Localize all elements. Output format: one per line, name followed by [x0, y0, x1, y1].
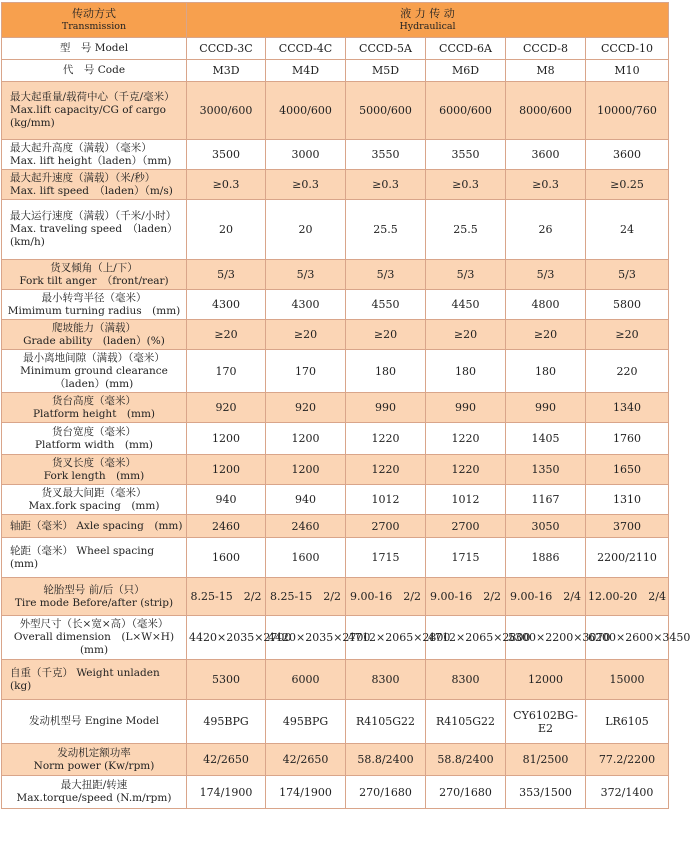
- spec-label-en: Model: [94, 42, 129, 54]
- spec-value: CY6102BG-E2: [506, 700, 586, 744]
- spec-label: [2, 290, 187, 320]
- spec-value: 1012: [346, 485, 426, 515]
- spec-label: [2, 485, 187, 515]
- spec-value: 1340: [586, 393, 669, 423]
- spec-label: [2, 350, 187, 393]
- spec-label-cn: 发动机型号: [28, 715, 82, 727]
- spec-value: 1200: [266, 455, 346, 485]
- spec-row: [2, 350, 669, 393]
- spec-value: 42/2650: [266, 744, 346, 776]
- spec-row: [2, 485, 669, 515]
- spec-value: 1715: [426, 538, 506, 578]
- spec-label-en: Fork length (mm): [43, 469, 145, 482]
- spec-value: 180: [346, 350, 426, 393]
- spec-value: 12.00-20 2/4: [586, 578, 669, 616]
- spec-value: 5/3: [586, 260, 669, 290]
- spec-value: 990: [346, 393, 426, 423]
- spec-row: [2, 38, 669, 60]
- spec-label: [2, 393, 187, 423]
- spec-value: 3500: [187, 140, 266, 170]
- spec-label-en: Fork tilt anger （front/rear): [19, 274, 169, 287]
- spec-row: [2, 660, 669, 700]
- spec-value: 9.00-16 2/2: [346, 578, 426, 616]
- spec-value: 8.25-15 2/2: [266, 578, 346, 616]
- spec-value: 1600: [266, 538, 346, 578]
- spec-value: 4712×2065×2800: [426, 616, 506, 660]
- spec-label: [2, 260, 187, 290]
- spec-row: [2, 393, 669, 423]
- spec-value: 8300: [426, 660, 506, 700]
- spec-value: ≥20: [426, 320, 506, 350]
- spec-value: 2460: [187, 515, 266, 538]
- spec-value: CCCD-6A: [426, 38, 506, 60]
- spec-label-cn: 自重（千克）: [10, 666, 73, 679]
- hydraulic-en: Hydraulical: [399, 21, 456, 32]
- spec-value: 940: [187, 485, 266, 515]
- spec-value: ≥0.25: [586, 170, 669, 200]
- spec-value: 77.2/2200: [586, 744, 669, 776]
- spec-value: ≥20: [586, 320, 669, 350]
- spec-label-cn: 最大运行速度（满载）（千米/小时）: [10, 210, 177, 222]
- spec-value: 5/3: [506, 260, 586, 290]
- spec-label-cn: 最大起升高度（满载）（毫米）: [10, 141, 152, 154]
- spec-label-cn: 轮距（毫米）: [10, 544, 73, 557]
- spec-row: [2, 423, 669, 455]
- spec-value: CCCD-4C: [266, 38, 346, 60]
- spec-value: 1220: [346, 455, 426, 485]
- spec-value: ≥20: [506, 320, 586, 350]
- spec-value: 8300: [346, 660, 426, 700]
- spec-value: 5/3: [187, 260, 266, 290]
- spec-label-en: Max. lift speed （laden）（m/s): [10, 184, 173, 197]
- spec-label: [2, 538, 187, 578]
- spec-row: [2, 60, 669, 82]
- spec-value: 8000/600: [506, 82, 586, 140]
- spec-value: 180: [506, 350, 586, 393]
- spec-label: [2, 200, 187, 260]
- spec-table: [1, 2, 690, 809]
- spec-value: 9.00-16 2/4: [506, 578, 586, 616]
- spec-value: 58.8/2400: [346, 744, 426, 776]
- spec-label: [2, 170, 187, 200]
- spec-row: [2, 140, 669, 170]
- spec-label-en: Overall dimension (L×W×H)(mm): [13, 631, 175, 656]
- spec-value: 3050: [506, 515, 586, 538]
- spec-value: ≥20: [187, 320, 266, 350]
- spec-value: 3600: [586, 140, 669, 170]
- spec-row: [2, 455, 669, 485]
- spec-value: 5/3: [266, 260, 346, 290]
- spec-value: 2700: [346, 515, 426, 538]
- spec-label: [2, 616, 187, 660]
- spec-label-en: Max.lift capacity/CG of cargo (kg/mm): [10, 104, 166, 129]
- spec-value: 1886: [506, 538, 586, 578]
- spec-value: 20: [187, 200, 266, 260]
- spec-value: 1012: [426, 485, 506, 515]
- spec-value: 1600: [187, 538, 266, 578]
- spec-value: 1220: [346, 423, 426, 455]
- spec-value: 4420×2035×2700: [187, 616, 266, 660]
- spec-value: 1200: [187, 455, 266, 485]
- spec-value: 2200/2110: [586, 538, 669, 578]
- spec-value: 6000/600: [426, 82, 506, 140]
- spec-value: 920: [187, 393, 266, 423]
- spec-label-en: Norm power (Kw/rpm): [33, 759, 155, 772]
- spec-value: 4800: [506, 290, 586, 320]
- spec-row: [2, 578, 669, 616]
- spec-value: 920: [266, 393, 346, 423]
- spec-label-cn: 发动机定额功率: [57, 746, 131, 759]
- spec-value: 495BPG: [187, 700, 266, 744]
- spec-value: 170: [266, 350, 346, 393]
- spec-value: CCCD-8: [506, 38, 586, 60]
- spec-value: CCCD-10: [586, 38, 669, 60]
- spec-value: ≥20: [346, 320, 426, 350]
- spec-label: [2, 320, 187, 350]
- spec-value: 3600: [506, 140, 586, 170]
- spec-label: [2, 423, 187, 455]
- spec-value: 174/1900: [187, 776, 266, 809]
- spec-value: 372/1400: [586, 776, 669, 809]
- spec-value: 1220: [426, 455, 506, 485]
- spec-value: ≥0.3: [346, 170, 426, 200]
- spec-label: [2, 700, 187, 744]
- spec-label: [2, 776, 187, 809]
- spec-value: 495BPG: [266, 700, 346, 744]
- spec-label-cn: 型 号: [59, 42, 92, 54]
- spec-label: [2, 82, 187, 140]
- spec-row: [2, 616, 669, 660]
- spec-value: ≥0.3: [187, 170, 266, 200]
- spec-value: 2700: [426, 515, 506, 538]
- spec-value: 26: [506, 200, 586, 260]
- spec-value: 5/3: [426, 260, 506, 290]
- spec-row: [2, 82, 669, 140]
- spec-value: M4D: [266, 60, 346, 82]
- spec-value: 2460: [266, 515, 346, 538]
- spec-label: [2, 744, 187, 776]
- spec-value: 10000/760: [586, 82, 669, 140]
- spec-value: 5/3: [346, 260, 426, 290]
- spec-label: [2, 578, 187, 616]
- spec-value: R4105G22: [346, 700, 426, 744]
- spec-value: 4550: [346, 290, 426, 320]
- spec-label-cn: 轮胎型号 前/后（只）: [43, 583, 145, 596]
- hydraulic-cn: 液 力 传 动: [400, 7, 455, 20]
- spec-value: 1310: [586, 485, 669, 515]
- spec-value: 3550: [346, 140, 426, 170]
- spec-label-cn: 货叉长度（毫米）: [52, 456, 136, 469]
- spec-label-en: Max.torque/speed (N.m/rpm): [16, 792, 172, 804]
- spec-label-cn: 货叉倾角（上/下）: [50, 261, 138, 274]
- spec-label-cn: 最小离地间隙（满载）（毫米）: [23, 351, 165, 364]
- spec-value: 6000: [266, 660, 346, 700]
- spec-value: 9.00-16 2/2: [426, 578, 506, 616]
- spec-row: [2, 538, 669, 578]
- spec-value: 25.5: [426, 200, 506, 260]
- spec-value: CCCD-5A: [346, 38, 426, 60]
- spec-value: 3000: [266, 140, 346, 170]
- spec-label-cn: 代 号: [62, 64, 95, 76]
- spec-value: 25.5: [346, 200, 426, 260]
- spec-label: [2, 455, 187, 485]
- spec-value: 4300: [187, 290, 266, 320]
- spec-value: ≥0.3: [266, 170, 346, 200]
- spec-label-en: Tire mode Before/after (strip): [14, 596, 174, 609]
- spec-value: 5000/600: [346, 82, 426, 140]
- spec-value: 3700: [586, 515, 669, 538]
- spec-value: 1200: [187, 423, 266, 455]
- spec-label-en: Mimimum turning radius (mm): [7, 304, 181, 317]
- spec-label-en: Code: [97, 64, 126, 76]
- spec-value: 4420×2035×2700: [266, 616, 346, 660]
- spec-row: [2, 320, 669, 350]
- spec-label-en: Weight unladen (kg): [10, 666, 160, 692]
- spec-value: 1405: [506, 423, 586, 455]
- spec-label-cn: 货台高度（毫米）: [52, 394, 136, 407]
- spec-value: 174/1900: [266, 776, 346, 809]
- spec-value: M8: [506, 60, 586, 82]
- spec-value: 12000: [506, 660, 586, 700]
- spec-value: 4450: [426, 290, 506, 320]
- transmission-en: Transmission: [61, 21, 127, 32]
- spec-value: 24: [586, 200, 669, 260]
- spec-value: ≥20: [266, 320, 346, 350]
- spec-label-en: Max.fork spacing (mm): [28, 499, 160, 512]
- spec-value: 81/2500: [506, 744, 586, 776]
- spec-value: 3550: [426, 140, 506, 170]
- spec-value: 6200×2600×3450: [586, 616, 669, 660]
- spec-value: LR6105: [586, 700, 669, 744]
- spec-label-en: Grade ability (laden）(%): [23, 334, 165, 347]
- transmission-header: [2, 3, 187, 38]
- spec-value: 1760: [586, 423, 669, 455]
- spec-value: 5300×2200×3070: [506, 616, 586, 660]
- spec-row: [2, 515, 669, 538]
- spec-label-cn: 货叉最大间距（毫米）: [41, 486, 147, 499]
- spec-value: M3D: [187, 60, 266, 82]
- spec-label-cn: 货台宽度（毫米）: [52, 425, 136, 438]
- spec-row: [2, 290, 669, 320]
- transmission-cn: 传动方式: [72, 7, 116, 20]
- spec-value: 42/2650: [187, 744, 266, 776]
- spec-value: 990: [426, 393, 506, 423]
- spec-value: 220: [586, 350, 669, 393]
- spec-label-en: Minimum ground clearance（laden）(mm): [20, 364, 168, 390]
- spec-label-cn: 最小转弯半径（毫米）: [41, 291, 147, 304]
- spec-label-en: Max. traveling speed （laden）(km/h): [10, 223, 178, 248]
- spec-label-en: Platform height (mm): [32, 407, 156, 420]
- spec-value: 4000/600: [266, 82, 346, 140]
- header-row: [2, 3, 669, 38]
- spec-value: 3000/600: [187, 82, 266, 140]
- spec-value: 58.8/2400: [426, 744, 506, 776]
- spec-label: [2, 515, 187, 538]
- spec-value: 180: [426, 350, 506, 393]
- spec-value: 5300: [187, 660, 266, 700]
- spec-label-cn: 最大起升速度（满载）（米/秒）: [10, 171, 156, 184]
- spec-row: [2, 700, 669, 744]
- spec-label: [2, 38, 187, 60]
- spec-value: 1167: [506, 485, 586, 515]
- spec-label-en: Platform width (mm): [34, 438, 154, 451]
- spec-label: [2, 660, 187, 700]
- spec-value: CCCD-3C: [187, 38, 266, 60]
- spec-value: 270/1680: [426, 776, 506, 809]
- spec-value: M6D: [426, 60, 506, 82]
- spec-row: [2, 170, 669, 200]
- spec-value: ≥0.3: [506, 170, 586, 200]
- spec-value: M10: [586, 60, 669, 82]
- spec-value: R4105G22: [426, 700, 506, 744]
- spec-value: 1220: [426, 423, 506, 455]
- spec-value: ≥0.3: [426, 170, 506, 200]
- spec-value: 4712×2065×2800: [346, 616, 426, 660]
- spec-value: M5D: [346, 60, 426, 82]
- spec-label-en: Wheel spacing (mm): [10, 544, 155, 570]
- spec-value: 353/1500: [506, 776, 586, 809]
- spec-row: [2, 776, 669, 809]
- spec-value: 1200: [266, 423, 346, 455]
- spec-value: 8.25-15 2/2: [187, 578, 266, 616]
- spec-value: 5800: [586, 290, 669, 320]
- spec-row: [2, 260, 669, 290]
- spec-label-cn: 爬坡能力（满载）: [52, 321, 136, 334]
- spec-value: 170: [187, 350, 266, 393]
- spec-row: [2, 744, 669, 776]
- spec-label-cn: 最大起重量/载荷中心（千克/毫米）: [10, 91, 175, 103]
- spec-value: 270/1680: [346, 776, 426, 809]
- spec-label: [2, 60, 187, 82]
- spec-value: 990: [506, 393, 586, 423]
- spec-value: 940: [266, 485, 346, 515]
- spec-value: 15000: [586, 660, 669, 700]
- spec-label-cn: 最大扭距/转速: [60, 779, 128, 791]
- spec-value: 4300: [266, 290, 346, 320]
- spec-label-cn: 外型尺寸（长×宽×高）（毫米）: [19, 618, 169, 630]
- hydraulic-header: [187, 3, 669, 38]
- spec-value: 1715: [346, 538, 426, 578]
- spec-label-en: Engine Model: [84, 715, 160, 727]
- spec-value: 1650: [586, 455, 669, 485]
- spec-label-en: Max. lift height（laden）（mm): [10, 154, 172, 167]
- spec-label-en: Axle spacing (mm): [76, 519, 183, 532]
- spec-row: [2, 200, 669, 260]
- spec-label-cn: 轴距（毫米）: [10, 519, 73, 532]
- spec-label: [2, 140, 187, 170]
- spec-value: 1350: [506, 455, 586, 485]
- spec-value: 20: [266, 200, 346, 260]
